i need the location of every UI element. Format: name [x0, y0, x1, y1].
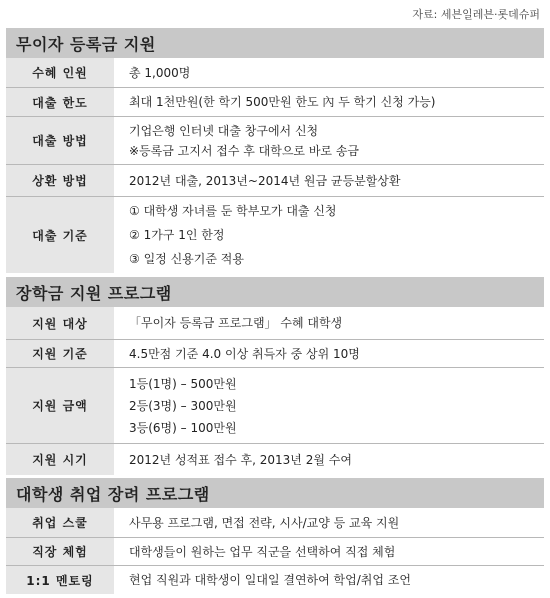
row-label: 직장 체험 [6, 538, 115, 565]
table-row [6, 538, 544, 566]
row-value-line: ※등록금 고지서 접수 후 대학으로 바로 송금 [129, 143, 360, 158]
section-title-tuition: 무이자 등록금 지원 [6, 28, 544, 58]
row-label: 지원 기준 [6, 340, 115, 367]
row-value [115, 88, 544, 116]
table-row [6, 444, 544, 475]
row-value-line: 대학생들이 원하는 업무 직군을 선택하여 직접 체험 [129, 544, 396, 559]
row-value [115, 444, 544, 475]
row-label: 대출 기준 [6, 197, 115, 273]
row-value-line: 2등(3명) – 300만원 [129, 398, 237, 413]
row-value-line: 2012년 대출, 2013년~2014년 원금 균등분할상환 [129, 173, 401, 188]
row-value-line: ① 대학생 자녀를 둔 학부모가 대출 신청 [129, 204, 337, 218]
row-value-line: 1등(1명) – 500만원 [129, 376, 237, 391]
row-value [115, 566, 544, 594]
row-value [115, 340, 544, 367]
row-value [115, 165, 544, 196]
row-label: 지원 시기 [6, 444, 115, 475]
table-row [6, 368, 544, 444]
row-value-line: ③ 일정 신용기준 적용 [129, 252, 244, 266]
row-value-line: 사무용 프로그램, 면접 전략, 시사/교양 등 교육 지원 [129, 515, 400, 530]
row-value-line: ② 1가구 1인 한정 [129, 228, 225, 242]
row-value [115, 508, 544, 537]
row-value [115, 307, 544, 339]
row-value-line: 기업은행 인터넷 대출 창구에서 신청 [129, 123, 319, 138]
table-row [6, 88, 544, 117]
row-value [115, 58, 544, 87]
section-title-scholarship: 장학금 지원 프로그램 [6, 277, 544, 307]
row-value-line: 2012년 성적표 접수 후, 2013년 2월 수여 [129, 452, 352, 467]
row-label: 1:1 멘토링 [6, 566, 115, 594]
row-label: 지원 금액 [6, 368, 115, 443]
row-value [115, 197, 544, 273]
row-label: 대출 방법 [6, 117, 115, 164]
table-row [6, 307, 544, 340]
table-row [6, 165, 544, 197]
row-value-line: 총 1,000명 [129, 65, 191, 80]
table-row [6, 566, 544, 594]
row-label: 취업 스쿨 [6, 508, 115, 537]
table-row [6, 508, 544, 538]
row-value-line: 3등(6명) – 100만원 [129, 420, 237, 435]
row-label: 수혜 인원 [6, 58, 115, 87]
row-value [115, 117, 544, 164]
row-value-line: 최대 1천만원(한 학기 500만원 한도 內 두 학기 신청 가능) [129, 95, 436, 109]
table-row [6, 340, 544, 368]
row-value [115, 368, 544, 443]
row-value-line: 현업 직원과 대학생이 일대일 결연하여 학업/취업 조언 [129, 573, 411, 587]
row-value-line: 4.5만점 기준 4.0 이상 취득자 중 상위 10명 [129, 346, 360, 361]
row-value-line: 「무이자 등록금 프로그램」 수혜 대학생 [129, 316, 343, 330]
row-value [115, 538, 544, 565]
source-note: 자료: 세븐일레븐·롯데슈퍼 [412, 8, 540, 21]
table-row [6, 197, 544, 273]
section-title-employment: 대학생 취업 장려 프로그램 [6, 478, 544, 508]
row-label: 상환 방법 [6, 165, 115, 196]
table-row [6, 117, 544, 165]
row-label: 지원 대상 [6, 307, 115, 339]
table-row [6, 58, 544, 88]
row-label: 대출 한도 [6, 88, 115, 116]
